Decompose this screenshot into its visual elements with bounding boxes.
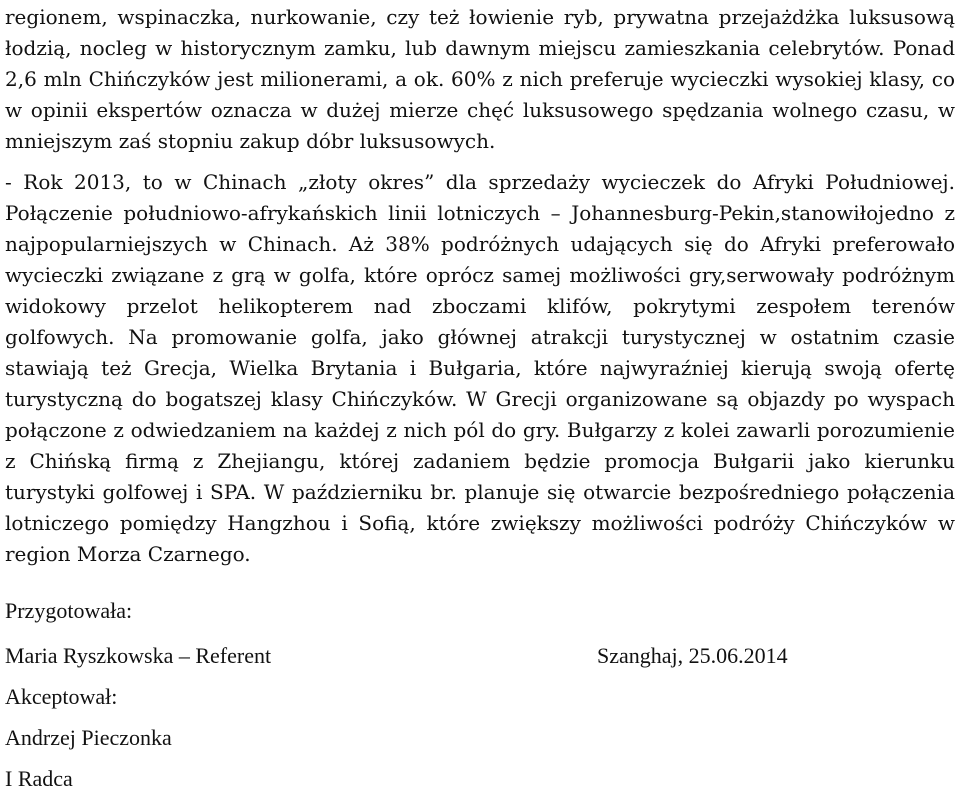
- author-row: [5, 640, 955, 671]
- document-body: [5, 2, 955, 791]
- accepted-by-label: Akceptował:: [5, 684, 118, 709]
- place-date: Szanghaj, 25.06.2014: [597, 643, 788, 668]
- approver-name: Andrzej Pieczonka: [5, 725, 172, 750]
- approver-title: I Radca: [5, 766, 73, 791]
- prepared-by-label: Przygotowała:: [5, 598, 133, 623]
- paragraph-tourism-trends: regionem, wspinaczka, nurkowanie, czy też łowienie ryb, prywatna przejażdżka luksusową łodzią, nocleg w historycznym zamku, lub dawnym miejscu zamieszkania celebrytów. Ponad 2,6 mln Chińczyków jest milionerami, a ok. 60% z nich preferuje wycieczki wysokiej klasy, co w opinii ekspertów oznacza w dużej mierze chęć luksusowego spędzania wolnego czasu, w mniejszym zaś stopniu zakup dóbr luksusowych.: [5, 5, 955, 153]
- author-name: Maria Ryszkowska – Referent: [5, 643, 272, 668]
- paragraph-golf-tourism: - Rok 2013, to w Chinach „złoty okres” dla sprzedaży wycieczek do Afryki Południowej. Połączenie południowo-afrykańskich linii lotniczych – Johannesburg-Pekin,stanowiłojedno z najpopularniejszych w Chinach. Aż 38% podróżnych udających się do Afryki preferowało wycieczki związane z grą w golfa, które oprócz samej możliwości gry,serwowały podróżnym widokowy przelot helikopterem nad zboczami klifów, pokrytymi zespołem terenów golfowych. Na promowanie golfa, jako głównej atrakcji turystycznej w ostatnim czasie stawiają też Grecja, Wielka Brytania i Bułgaria, które najwyraźniej kierują swoją ofertę turystyczną do bogatszej klasy Chińczyków. W Grecji organizowane są objazdy po wyspach połączone z odwiedzaniem na każdej z nich pól do gry. Bułgarzy z kolei zawarli porozumienie z Chińską firmą z Zhejiangu, której zadaniem będzie promocja Bułgarii jako kierunku turystyki golfowej i SPA. W październiku br. planuje się otwarcie bezpośredniego połączenia lotniczego pomiędzy Hangzhou i Sofią, które zwiększy możliwości podróży Chińczyków w region Morza Czarnego.: [5, 170, 955, 566]
